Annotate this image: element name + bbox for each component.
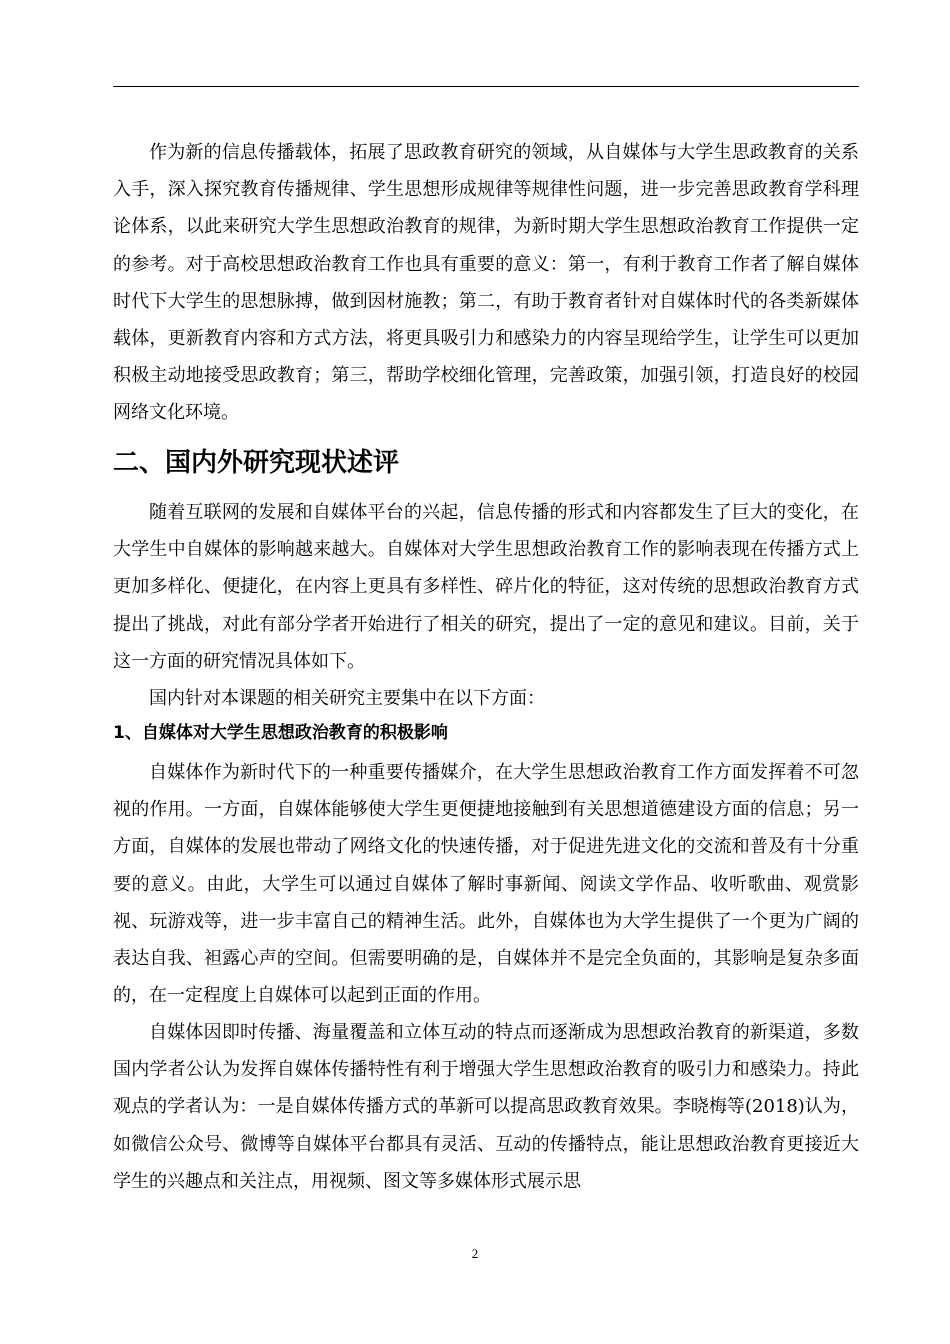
body-paragraph: 随着互联网的发展和自媒体平台的兴起，信息传播的形式和内容都发生了巨大的变化，在大学生中自媒体的影响越来越大。自媒体对大学生思想政治教育工作的影响表现在传播方式上更加多样化、便捷化，在内容上更具有多样性、碎片化的特征，这对传统的思想政治教育方式提出了挑战，对此有部分学者开始进行了相关的研究，提出了一定的意见和建议。目前，关于这一方面的研究情况具体如下。 (113, 502, 859, 672)
body-paragraph: 自媒体作为新时代下的一种重要传播媒介，在大学生思想政治教育工作方面发挥着不可忽视的作用。一方面，自媒体能够使大学生更便捷地接触到有关思想道德建设方面的信息；另一方面，自媒体的发展也带动了网络文化的快速传播，对于促进先进文化的交流和普及有十分重要的意义。由此，大学生可以通过自媒体了解时事新闻、阅读文学作品、收听歌曲、观赏影视、玩游戏等，进一步丰富自己的精神生活。此外，自媒体也为大学生提供了一个更为广阔的表达自我、袒露心声的空间。但需要明确的是，自媒体并不是完全负面的，其影响是复杂多面的，在一定程度上自媒体可以起到正面的作用。 (113, 762, 859, 1007)
page-number: 2 (471, 1246, 479, 1261)
section-heading: 二、国内外研究现状述评 (113, 448, 400, 478)
body-paragraph: 自媒体因即时传播、海量覆盖和立体互动的特点而逐渐成为思想政治教育的新渠道，多数国内学者公认为发挥自媒体传播特性有利于增强大学生思想政治教育的吸引力和感染力。持此观点的学者认为：一是自媒体传播方式的革新可以提高思政教育效果。李晓梅等(2018)认为，如微信公众号、微博等自媒体平台都具有灵活、互动的传播特点，能让思想政治教育更接近大学生的兴趣点和关注点，用视频、图文等多媒体形式展示思 (113, 1022, 859, 1192)
subsection-heading: 1、自媒体对大学生思想政治教育的积极影响 (113, 723, 448, 743)
body-paragraph: 国内针对本课题的相关研究主要集中在以下方面： (149, 688, 545, 709)
header-rule (113, 86, 859, 87)
body-paragraph: 作为新的信息传播载体，拓展了思政教育研究的领域，从自媒体与大学生思政教育的关系入手，深入探究教育传播规律、学生思想形成规律等规律性问题，进一步完善思政教育学科理论体系，以此来研究大学生思想政治教育的规律，为新时期大学生思想政治教育工作提供一定的参考。对于高校思想政治教育工作也具有重要的意义：第一，有利于教育工作者了解自媒体时代下大学生的思想脉搏，做到因材施教；第二，有助于教育者针对自媒体时代的各类新媒体载体，更新教育内容和方式方法，将更具吸引力和感染力的内容呈现给学生，让学生可以更加积极主动地接受思政教育；第三，帮助学校细化管理，完善政策，加强引领，打造良好的校园网络文化环境。 (113, 142, 859, 424)
